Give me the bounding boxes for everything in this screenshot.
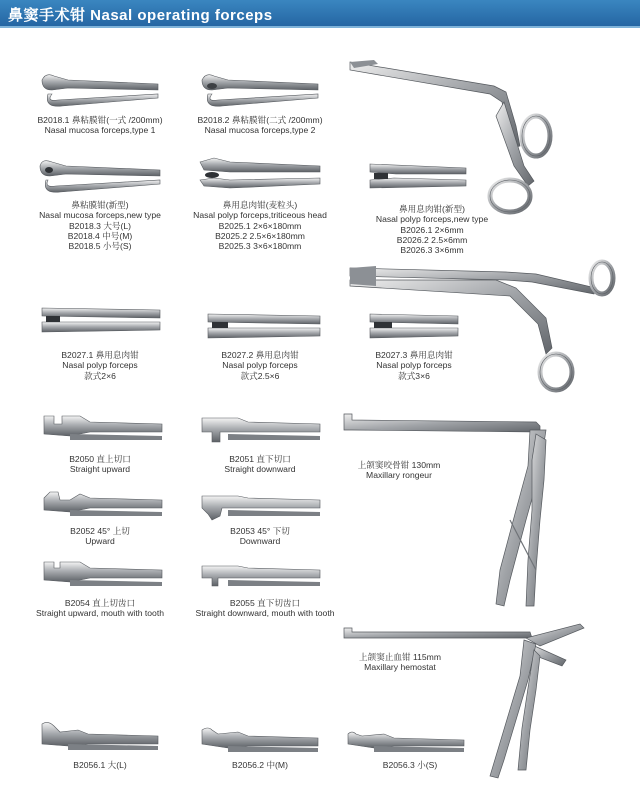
maxillary-hemostat-image (340, 620, 590, 780)
caption-line: 鼻用息肉钳(麦粒头) (222, 200, 298, 210)
punch-45-downward-image (198, 486, 324, 526)
page-header (0, 0, 640, 28)
punch-straight-upward-image (40, 410, 166, 450)
caption-line: B2027.2 鼻用息肉钳 (221, 350, 299, 360)
caption-line: B2056.1 大(L) (73, 760, 127, 770)
caption-line: B2025.2 2.5×6×180mm (215, 230, 305, 241)
caption-maxillary-rongeur (344, 460, 454, 481)
caption-line: Straight upward, mouth with tooth (35, 608, 165, 619)
nasal-mucosa-forceps-new-type-image (36, 152, 164, 196)
caption-line: Upward (85, 536, 115, 547)
caption-b2018-new (20, 200, 180, 251)
caption-line: B2018.3 大号(L) (68, 220, 132, 231)
caption-line: Maxillary rongeur (366, 470, 432, 481)
caption-b2055 (180, 598, 350, 619)
caption-line: Nasal mucosa forceps,type 2 (204, 125, 316, 136)
caption-line: 上颌窦咬骨钳 130mm (357, 460, 441, 470)
caption-line: 款式2.5×6 (240, 370, 280, 381)
caption-line: 上颌窦止血钳 115mm (359, 652, 441, 662)
caption-line: Straight downward (224, 464, 296, 475)
caption-line: Nasal polyp forceps,new type (375, 214, 489, 225)
caption-line: B2025.3 3×6×180mm (218, 241, 302, 252)
caption-b2027-3 (344, 350, 484, 381)
punch-straight-upward-tooth-image (40, 558, 166, 596)
caption-line: Downward (239, 536, 281, 547)
caption-line: B2018.5 小号(S) (68, 241, 132, 252)
caption-line: Straight upward (69, 464, 131, 475)
caption-line: B2055 直下切齿口 (229, 598, 301, 608)
caption-b2018-2 (180, 115, 340, 136)
caption-line: Nasal polyp forceps (376, 360, 452, 371)
caption-line: B2026.2 2.5×6mm (396, 234, 468, 245)
page-title: 鼻窦手术钳 Nasal operating forceps (8, 7, 273, 24)
caption-b2018-1 (20, 115, 180, 136)
caption-line: Nasal mucosa forceps,new type (39, 210, 161, 221)
caption-b2050 (30, 454, 170, 475)
caption-line: B2018.2 鼻粘膜钳(二式 /200mm) (197, 115, 323, 125)
punch-large-image (38, 716, 162, 756)
caption-line: 款式2×6 (84, 370, 116, 381)
maxillary-rongeur-image (340, 410, 560, 610)
punch-medium-image (198, 720, 322, 756)
caption-b2027-1 (30, 350, 170, 381)
polyp-forceps-3x6-image (366, 306, 462, 346)
caption-line: 款式3×6 (398, 370, 430, 381)
caption-b2026 (352, 204, 512, 255)
caption-b2056-3 (350, 760, 470, 770)
caption-line: B2050 直上切口 (69, 454, 131, 464)
caption-line: B2053 45° 下切 (230, 526, 290, 536)
caption-b2027-2 (190, 350, 330, 381)
caption-line: Maxillary hemostat (364, 662, 436, 673)
caption-line: Straight downward, mouth with tooth (195, 608, 335, 619)
caption-line: Nasal polyp forceps (62, 360, 138, 371)
caption-b2025 (180, 200, 340, 251)
caption-line: B2051 直下切口 (229, 454, 291, 464)
caption-line: B2056.2 中(M) (232, 760, 288, 770)
caption-line: B2018.1 鼻粘膜钳(一式 /200mm) (37, 115, 163, 125)
caption-line: Nasal polyp forceps (222, 360, 298, 371)
caption-line: B2054 直上切齿口 (64, 598, 136, 608)
punch-straight-downward-image (198, 410, 324, 450)
caption-line: B2025.1 2×6×180mm (218, 220, 302, 231)
caption-line: B2027.1 鼻用息肉钳 (61, 350, 139, 360)
caption-line: B2026.1 2×6mm (400, 224, 464, 235)
nasal-mucosa-forceps-type2-image (198, 64, 322, 108)
caption-line: B2026.3 3×6mm (400, 245, 464, 256)
caption-b2056-1 (40, 760, 160, 770)
punch-straight-downward-tooth-image (198, 558, 324, 596)
caption-b2051 (190, 454, 330, 475)
caption-line: Nasal mucosa forceps,type 1 (44, 125, 156, 136)
polyp-forceps-2-5x6-image (204, 306, 324, 346)
caption-line: B2056.3 小(S) (382, 760, 438, 770)
caption-line: B2018.4 中号(M) (67, 230, 133, 241)
caption-line: Nasal polyp forceps,triticeous head (193, 210, 327, 221)
caption-b2053 (190, 526, 330, 547)
polyp-forceps-2x6-image (38, 300, 164, 340)
caption-line: B2027.3 鼻用息肉钳 (375, 350, 453, 360)
caption-line: 鼻粘膜钳(新型) (71, 200, 129, 210)
caption-b2052 (30, 526, 170, 547)
punch-small-image (344, 722, 468, 756)
nasal-polyp-forceps-new-type-detail-image (366, 156, 470, 196)
caption-b2056-2 (200, 760, 320, 770)
caption-line: B2052 45° 上切 (70, 526, 130, 536)
nasal-mucosa-forceps-type1-image (38, 64, 162, 108)
punch-45-upward-image (40, 486, 166, 526)
nasal-polyp-forceps-triticeous-image (196, 152, 324, 196)
caption-b2054 (20, 598, 180, 619)
caption-maxillary-hemostat (340, 652, 460, 673)
caption-line: 鼻用息肉钳(新型) (399, 204, 465, 214)
